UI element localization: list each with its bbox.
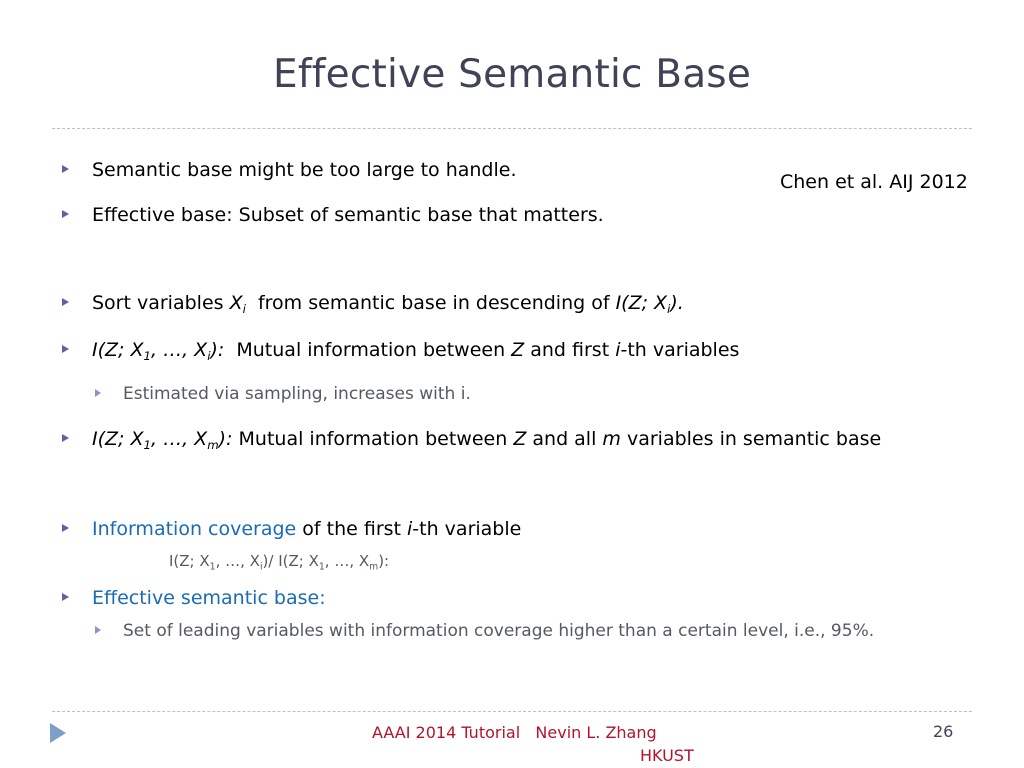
slide-title: Effective Semantic Base (272, 52, 752, 97)
nav-arrow-icon[interactable] (50, 723, 66, 743)
bullet-text: Semantic base might be too large to handle. (92, 159, 517, 181)
bullet-text: I(Z; $X_1$, …, $X_i$): Mutual information between Z and first i-th variables (92, 339, 740, 364)
bullet-item (92, 290, 684, 316)
sub-bullet-triangle-icon (95, 389, 101, 397)
bullet-item (92, 426, 881, 452)
bullet-item (92, 516, 521, 542)
footer-affiliation: HKUST (640, 746, 694, 765)
sub-bullet-item (123, 619, 953, 643)
bullet-item (92, 157, 517, 183)
bullet-item (92, 585, 326, 611)
bullet-item (92, 337, 739, 363)
bullet-item (92, 202, 604, 228)
bullet-text: Effective base: Subset of semantic base that matters. (92, 204, 604, 226)
information-coverage-term: Information coverage (92, 518, 297, 540)
bullet-triangle-icon (62, 345, 69, 353)
bullet-text: I(Z; $X_1$, …, $X_m$): Mutual information between Z and all m variables in semantic base (92, 428, 882, 453)
bullet-text: Sort variables $X_i$ from semantic base in descending of I(Z; $X_i$). (92, 292, 684, 317)
bullet-text: Information coverage of the first i-th variable (92, 518, 522, 540)
page-number: 26 (933, 722, 954, 741)
footer-event: AAAI 2014 Tutorial Nevin L. Zhang (372, 723, 657, 742)
bullet-triangle-icon (62, 434, 69, 442)
bullet-triangle-icon (62, 298, 69, 306)
citation: Chen et al. AIJ 2012 (780, 171, 968, 193)
sub-bullet-triangle-icon (95, 626, 101, 634)
coverage-formula: I(Z; $X_1$, …, $X_i)/$ I(Z; $X_1$, …, $X_m$): (169, 552, 390, 573)
bullet-triangle-icon (62, 210, 69, 218)
sub-bullet-text: Estimated via sampling, increases with i. (123, 384, 471, 404)
sub-bullet-text: Set of leading variables with information coverage higher than a certain level, i.e., 95%. (123, 621, 875, 641)
title-divider (52, 128, 972, 129)
bullet-text: Effective semantic base: (92, 587, 326, 609)
footer-text (372, 721, 694, 767)
bullet-triangle-icon (62, 593, 69, 601)
sub-bullet-item (123, 382, 471, 406)
footer-divider (52, 711, 972, 712)
bullet-triangle-icon (62, 165, 69, 173)
bullet-triangle-icon (62, 524, 69, 532)
